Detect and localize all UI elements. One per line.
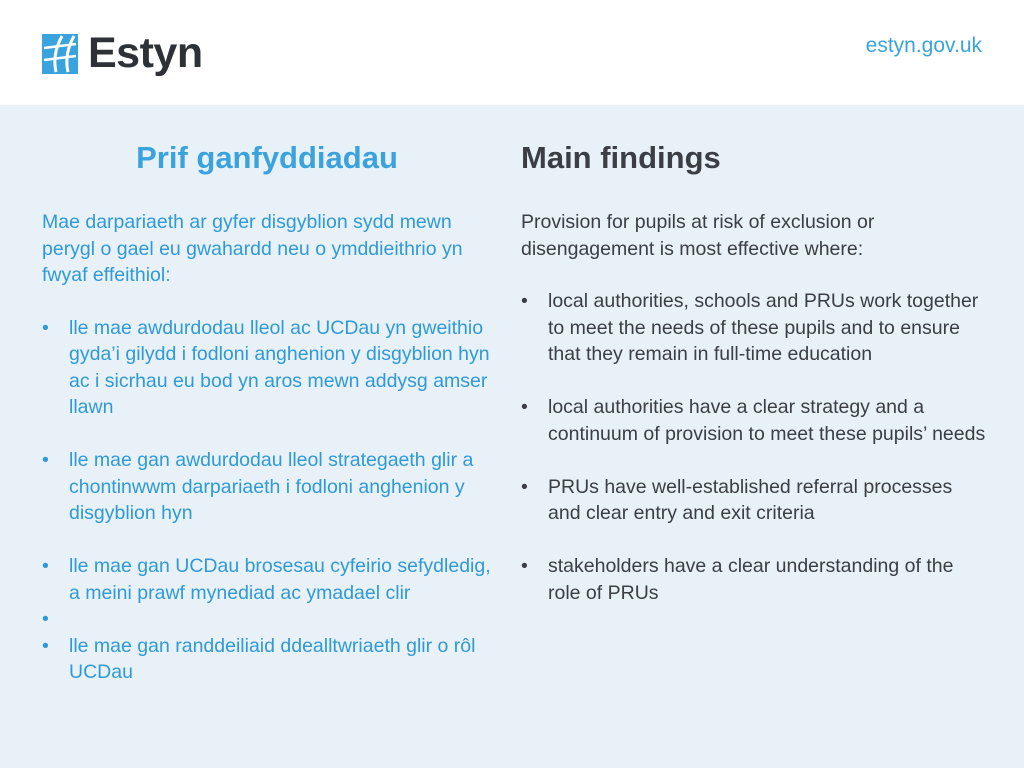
english-title: Main findings [521, 140, 721, 175]
content-area [0, 105, 1024, 768]
list-item: • lle mae gan randdeiliaid ddealltwriaeth glir o rôl UCDau [42, 633, 492, 686]
site-url: estyn.gov.uk [865, 34, 982, 57]
english-intro: Provision for pupils at risk of exclusion or disengagement is most effective where: [521, 211, 875, 260]
brand-name: Estyn [88, 29, 203, 77]
list-item: • PRUs have well-established referral processes and clear entry and exit criteria [521, 474, 986, 527]
list-item: • local authorities, schools and PRUs work together to meet the needs of these pupils and to ensure that they remain in full-time education [521, 288, 986, 368]
estyn-logo-icon [42, 34, 78, 74]
welsh-intro: Mae darpariaeth ar gyfer disgyblion sydd mewn perygl o gael eu gwahardd neu o ymddieithrio yn fwyaf effeithiol: [42, 211, 463, 286]
list-item-empty [42, 606, 492, 633]
english-column [521, 105, 986, 633]
welsh-column [42, 105, 492, 686]
list-item: • lle mae gan UCDau brosesau cyfeirio sefydledig, a meini prawf mynediad ac ymadael clir [42, 553, 492, 606]
list-item: • lle mae awdurdodau lleol ac UCDau yn gweithio gyda’i gilydd i fodloni anghenion y disgyblion hyn ac i sicrhau eu bod yn aros mewn addysg amser llawn [42, 315, 492, 421]
welsh-title: Prif ganfyddiadau [136, 140, 398, 175]
list-item: • local authorities have a clear strategy and a continuum of provision to meet these pupils’ needs [521, 394, 986, 447]
list-item: • stakeholders have a clear understanding of the role of PRUs [521, 553, 986, 606]
header-bar [0, 0, 1024, 105]
estyn-logo [42, 29, 203, 77]
english-findings-list [521, 288, 986, 606]
list-item: • lle mae gan awdurdodau lleol strategaeth glir a chontinwwm darpariaeth i fodloni anghenion y disgyblion hyn [42, 447, 492, 527]
welsh-findings-list [42, 315, 492, 686]
